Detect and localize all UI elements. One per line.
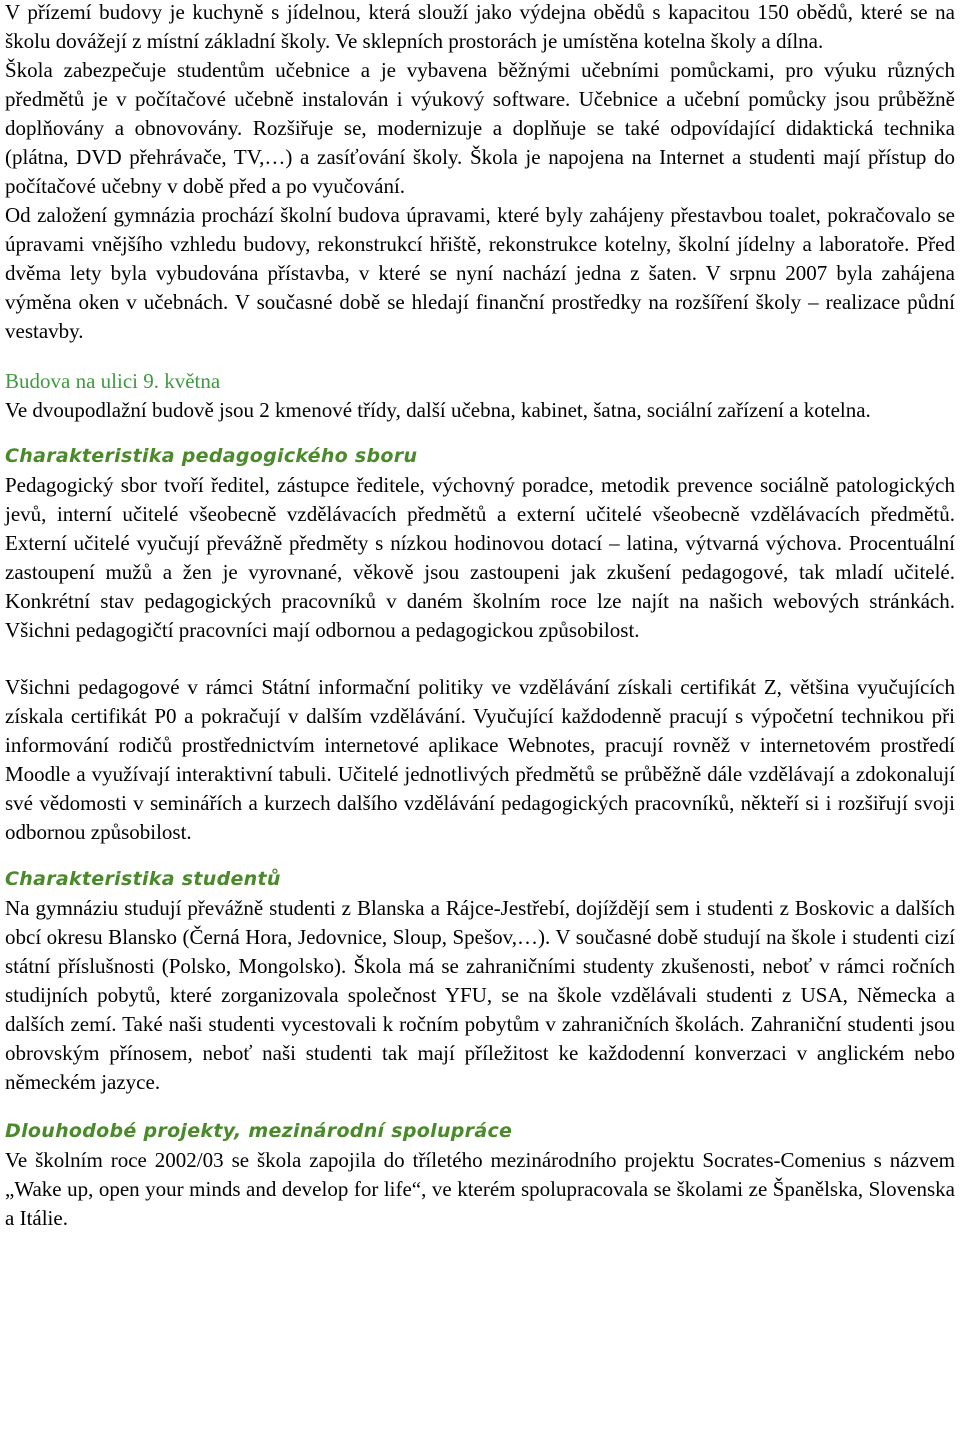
paragraph-building: V přízemí budovy je kuchyně s jídelnou, která slouží jako výdejna obědů s kapacitou 150 obědů, které se na školu dovážejí z místní základní školy. Ve sklepních prostorách je umístěna kotelna školy a dílna. bbox=[5, 0, 955, 53]
paragraph-equipment: Škola zabezpečuje studentům učebnice a je vybavena běžnými učebními pomůckami, pro výuku různých předmětů je v počítačové učebně instalován i výukový software. Učebnice a učební pomůcky jsou průběžně doplňovány a obnovovány. Rozšiřuje se, modernizuje a doplňuje se také odpovídající didaktická technika (plátna, DVD přehrávače, TV,…) a zasíťování školy. Škola je napojena na Internet a studenti mají přístup do počítačové učebny v době před a po vyučování. bbox=[5, 58, 955, 198]
paragraph-renovations: Od založení gymnázia prochází školní budova úpravami, které byly zahájeny přestavbou toalet, pokračovalo se úpravami vnějšího vzhledu budovy, rekonstrukcí hřiště, rekonstrukce kotelny, školní jídelny a laboratoře. Před dvěma lety byla vybudována přístavba, v které se nyní nachází jedna z šaten. V srpnu 2007 byla zahájena výměna oken v učebnách. V současné době se hledají finanční prostředky na rozšíření školy – realizace půdní vestavby. bbox=[5, 203, 955, 343]
paragraph-building2: Ve dvoupodlažní budově jsou 2 kmenové třídy, další učebna, kabinet, šatna, sociální zařízení a kotelna. bbox=[5, 398, 871, 422]
section-heading-students: Charakteristika studentů bbox=[5, 868, 281, 890]
paragraph-projects: Ve školním roce 2002/03 se škola zapojila do tříletého mezinárodního projektu Socrates-Comenius s názvem „Wake up, open your minds and develop for life“, ve kterém spolupracovala se školami ze Španělska, Slovenska a Itálie. bbox=[5, 1148, 955, 1230]
building2-label: Budova na ulici 9. května bbox=[5, 369, 221, 393]
paragraph-staff-2: Všichni pedagogové v rámci Státní informační politiky ve vzdělávání získali certifikát Z, většina vyučujících získala certifikát P0 a pokračují v dalším vzdělávání. Vyučující každodenně pracují s výpočetní technikou při informování rodičů prostřednictvím internetové aplikace Webnotes, pracují rovněž v internetovém prostředí Moodle a využívají interaktivní tabuli. Učitelé jednotlivých předmětů se průběžně dále vzdělávají a zdokonalují své vědomosti v seminářích a kurzech dalšího vzdělávání pedagogických pracovníků, někteří si i rozšiřují svoji odbornou způsobilost. bbox=[5, 675, 955, 844]
section-heading-projects: Dlouhodobé projekty, mezinárodní spolupráce bbox=[5, 1120, 513, 1142]
document-page bbox=[5, 0, 955, 1233]
paragraph-students: Na gymnáziu studují převážně studenti z Blanska a Rájce-Jestřebí, dojíždějí sem i studenti z Boskovic a dalších obcí okresu Blansko (Černá Hora, Jedovnice, Sloup, Spešov,…). V současné době studují na škole i studenti cizí státní příslušnosti (Polsko, Mongolsko). Škola má se zahraničními studenty zkušenosti, neboť v rámci ročních studijních pobytů, které zorganizovala společnost YFU, se na škole vzdělávali studenti z USA, Německa a dalších zemí. Také naši studenti vycestovali k ročním pobytům v zahraničních školách. Zahraniční studenti jsou obrovským přínosem, neboť naši studenti tak mají příležitost ke každodenní konverzaci v anglickém nebo německém jazyce. bbox=[5, 896, 955, 1094]
section-heading-staff: Charakteristika pedagogického sboru bbox=[5, 445, 418, 467]
paragraph-staff-1: Pedagogický sbor tvoří ředitel, zástupce ředitele, výchovný poradce, metodik prevence sociálně patologických jevů, interní učitelé všeobecně vzdělávacích předmětů a externí učitelé všeobecně vzdělávacích předmětů. Externí učitelé vyučují převážně předměty s nízkou hodinovou dotací – latina, výtvarná výchova. Procentuální zastoupení mužů a žen je vyrovnané, věkově jsou zastoupeni jak zkušení pedagogové, tak mladí učitelé. Konkrétní stav pedagogických pracovníků v daném školním roce lze najít na našich webových stránkách. Všichni pedagogičtí pracovníci mají odbornou a pedagogickou způsobilost. bbox=[5, 473, 955, 642]
